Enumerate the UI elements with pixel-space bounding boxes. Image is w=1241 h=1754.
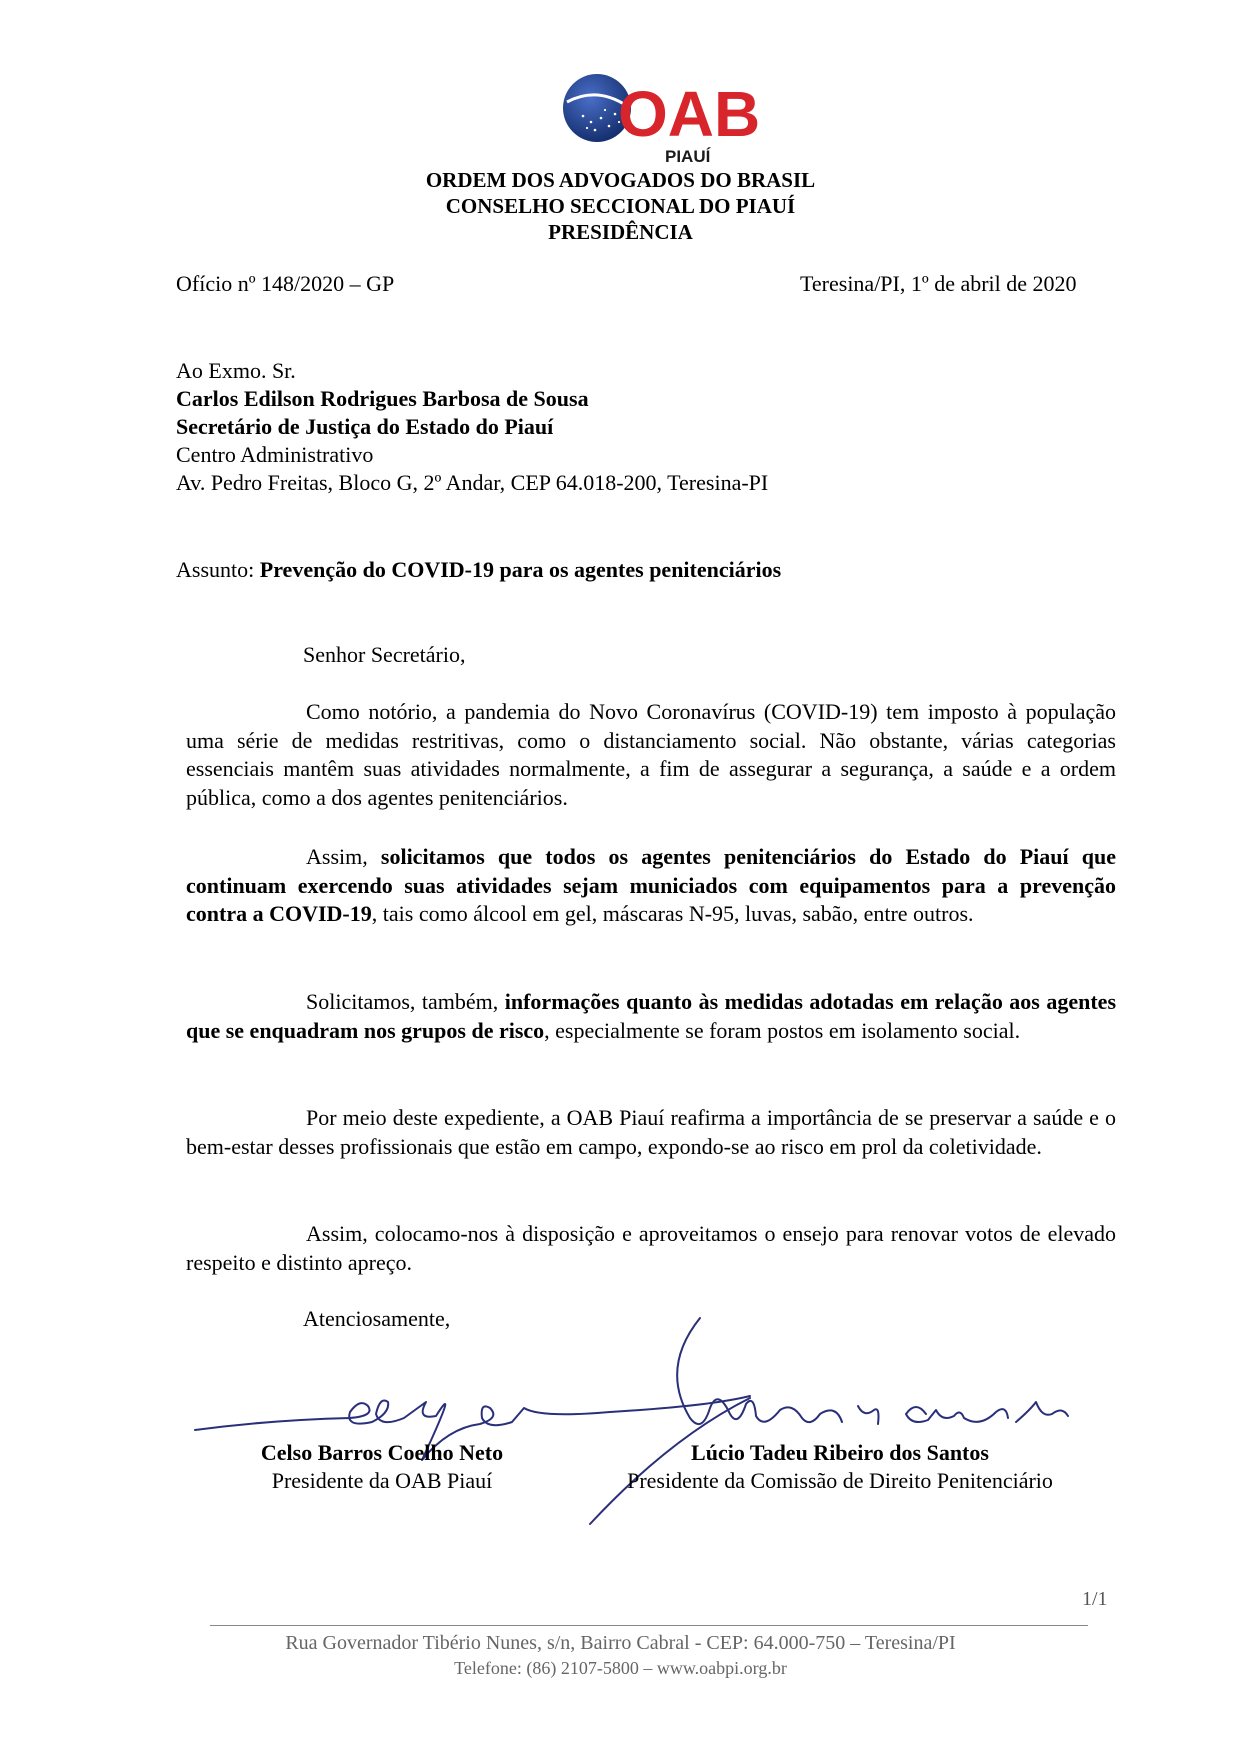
recipient-salutation: Ao Exmo. Sr. bbox=[176, 358, 296, 383]
subject-label: Assunto: bbox=[176, 557, 255, 582]
footer-divider bbox=[210, 1625, 1088, 1626]
paragraph-1 bbox=[186, 698, 1116, 812]
right-signature bbox=[677, 1318, 1068, 1424]
paragraph-1-text: Como notório, a pandemia do Novo Coronavírus (COVID-19) tem imposto à população uma série de medidas restritivas, como o distanciamento social. Não obstante, várias categorias essenciais mantêm suas atividades normalmente, a fim de assegurar a segurança, a saúde e a ordem pública, como a dos agentes penitenciários. bbox=[186, 699, 1116, 810]
paragraph-5-text: Assim, colocamo-nos à disposição e aproveitamos o ensejo para renovar votos de elevado respeito e distinto apreço. bbox=[186, 1221, 1116, 1275]
greeting: Senhor Secretário, bbox=[303, 642, 466, 667]
paragraph-3-tail: , especialmente se foram postos em isolamento social. bbox=[544, 1017, 1021, 1043]
recipient-address: Av. Pedro Freitas, Bloco G, 2º Andar, CEP 64.018-200, Teresina-PI bbox=[176, 470, 769, 495]
header-org-name: ORDEM DOS ADVOGADOS DO BRASIL bbox=[425, 168, 816, 192]
oficio-number: Ofício nº 148/2020 – GP bbox=[176, 271, 395, 296]
header-presidency: PRESIDÊNCIA bbox=[548, 220, 693, 244]
paragraph-2-lead: Assim, bbox=[306, 844, 368, 869]
right-signer-title: Presidente da Comissão de Direito Penitenciário bbox=[627, 1468, 1053, 1493]
paragraph-2-tail: , tais como álcool em gel, máscaras N-95, luvas, sabão, entre outros. bbox=[371, 901, 974, 926]
logo-text: OAB bbox=[618, 78, 761, 150]
right-signer-name: Lúcio Tadeu Ribeiro dos Santos bbox=[691, 1440, 989, 1465]
subject-text: Prevenção do COVID-19 para os agentes penitenciários bbox=[259, 557, 782, 582]
footer-address: Rua Governador Tibério Nunes, s/n, Bairro Cabral - CEP: 64.000-750 – Teresina/PI bbox=[285, 1632, 956, 1654]
left-signer-name: Celso Barros Coelho Neto bbox=[260, 1440, 504, 1465]
footer-contact: Telefone: (86) 2107-5800 – www.oabpi.org.br bbox=[454, 1658, 787, 1678]
paragraph-3-lead: Solicitamos, também, bbox=[306, 989, 499, 1014]
closing: Atenciosamente, bbox=[303, 1306, 451, 1331]
paragraph-5 bbox=[186, 1220, 1116, 1277]
recipient-name: Carlos Edilson Rodrigues Barbosa de Sousa bbox=[176, 386, 589, 411]
paragraph-3-request: informações quanto às medidas adotadas em relação aos agentes que se enquadram nos grupos de risco bbox=[186, 989, 1117, 1043]
letter-date: Teresina/PI, 1º de abril de 2020 bbox=[800, 271, 1077, 296]
page-number: 1/1 bbox=[1082, 1588, 1108, 1610]
oab-logo bbox=[561, 72, 761, 168]
paragraph-4-text: Por meio deste expediente, a OAB Piauí reafirma a importância de se preservar a saúde e o bem-estar desses profissionais que estão em campo, expondo-se ao risco em prol da coletividade. bbox=[186, 1105, 1116, 1159]
paragraph-4 bbox=[186, 1104, 1116, 1161]
logo-subtext: PIAUÍ bbox=[665, 147, 711, 166]
header-council: CONSELHO SECCIONAL DO PIAUÍ bbox=[445, 194, 796, 218]
recipient-role: Secretário de Justiça do Estado do Piauí bbox=[176, 414, 554, 439]
left-signer-title: Presidente da OAB Piauí bbox=[271, 1468, 493, 1493]
recipient-place: Centro Administrativo bbox=[176, 442, 374, 467]
subject-line bbox=[176, 556, 781, 584]
paragraph-2 bbox=[186, 843, 1116, 929]
paragraph-2-request: solicitamos que todos os agentes penitenciários do Estado do Piauí que continuam exercendo suas atividades sejam municiados com equipamentos para a prevenção contra a COVID-19 bbox=[186, 844, 1117, 926]
paragraph-3 bbox=[186, 988, 1116, 1045]
